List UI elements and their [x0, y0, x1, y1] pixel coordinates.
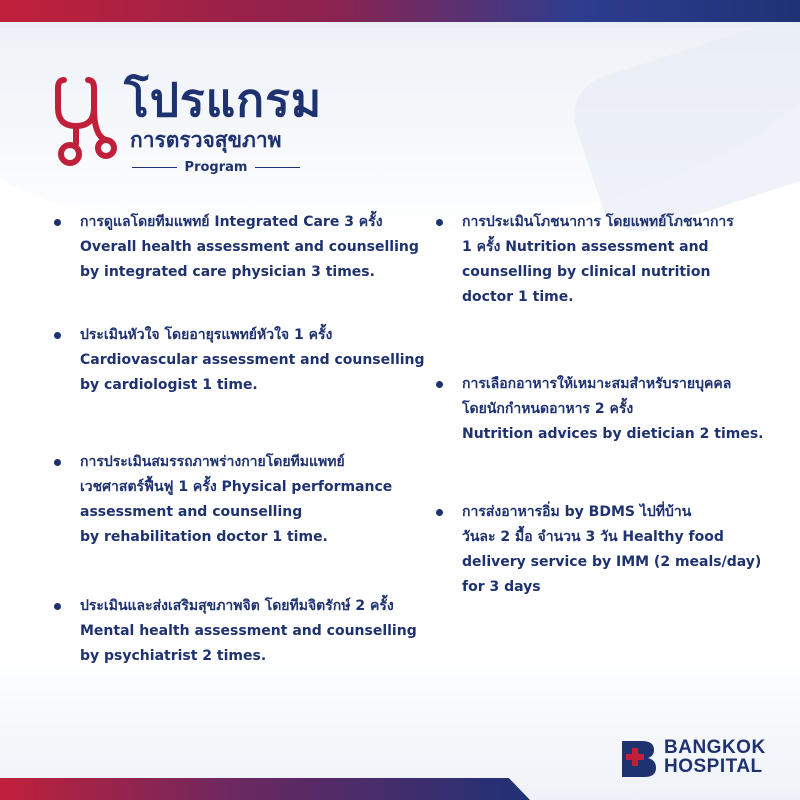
brand-name [664, 738, 766, 776]
bangkok-hospital-logo [620, 739, 658, 779]
list-item [80, 210, 419, 285]
list-item-line: 1 ครั้ง Nutrition assessment and [462, 239, 709, 255]
divider-left [132, 167, 177, 168]
bottom-gradient-bar [0, 778, 530, 800]
bullet-dot [54, 332, 61, 339]
divider-right [255, 167, 300, 168]
list-item [80, 594, 417, 669]
list-item-line: การเลือกอาหารให้เหมาะสมสำหรับรายบุคคล [462, 376, 732, 392]
bullet-dot [54, 603, 61, 610]
list-item-line: Cardiovascular assessment and counselling [80, 352, 425, 368]
list-item-line: ประเมินหัวใจ โดยอายุรแพทย์หัวใจ 1 ครั้ง [80, 327, 333, 343]
list-item-line: counselling by clinical nutrition [462, 264, 711, 280]
list-item-line: by integrated care physician 3 times. [80, 264, 375, 280]
program-label: Program [184, 159, 248, 175]
list-item-line: การส่งอาหารอิ่ม by BDMS ไปที่บ้าน [462, 504, 692, 520]
list-item-line: assessment and counselling [80, 504, 303, 520]
top-gradient-bar [0, 0, 800, 22]
bullet-dot [54, 219, 61, 226]
program-label-row [132, 158, 300, 176]
list-item-line: การดูแลโดยทีมแพทย์ Integrated Care 3 ครั้ง [80, 214, 383, 230]
list-item-line: การประเมินโภชนาการ โดยแพทย์โภชนาการ [462, 214, 734, 230]
list-item-line: Overall health assessment and counselling [80, 239, 419, 255]
bullet-dot [436, 381, 443, 388]
list-item [462, 372, 763, 447]
list-item-line: การประเมินสมรรถภาพร่างกายโดยทีมแพทย์ [80, 454, 345, 470]
page-subtitle: การตรวจสุขภาพ [130, 128, 282, 152]
list-item-line: by cardiologist 1 time. [80, 377, 258, 393]
list-item-line: Mental health assessment and counselling [80, 623, 417, 639]
brand-line-2: HOSPITAL [664, 756, 763, 777]
bullet-dot [54, 459, 61, 466]
list-item [80, 450, 392, 550]
list-item-line: เวชศาสตร์ฟื้นฟู 1 ครั้ง Physical performance [80, 479, 393, 495]
list-item-line: by rehabilitation doctor 1 time. [80, 529, 328, 545]
list-item-line: doctor 1 time. [462, 289, 574, 305]
list-item-line: โดยนักกำหนดอาหาร 2 ครั้ง [462, 401, 634, 417]
brand-line-1: BANGKOK [664, 737, 766, 758]
list-item-line: วันละ 2 มื้อ จำนวน 3 วัน Healthy food [462, 529, 724, 545]
list-item [80, 323, 425, 398]
bullet-dot [436, 219, 443, 226]
list-item-line: ประเมินและส่งเสริมสุขภาพจิต โดยทีมจิตรักษ์ 2 ครั้ง [80, 598, 394, 614]
list-item [462, 500, 761, 600]
list-item-line: Nutrition advices by dietician 2 times. [462, 426, 764, 442]
list-item [462, 210, 734, 310]
top-accent-strip [0, 22, 800, 28]
bullet-dot [436, 509, 443, 516]
page-title: โปรแกรม [124, 73, 323, 127]
list-item-line: delivery service by IMM (2 meals/day) [462, 554, 762, 570]
stethoscope-icon [54, 74, 120, 170]
list-item-line: by psychiatrist 2 times. [80, 648, 267, 664]
background-bottom-fade [0, 650, 800, 800]
list-item-line: for 3 days [462, 579, 541, 595]
